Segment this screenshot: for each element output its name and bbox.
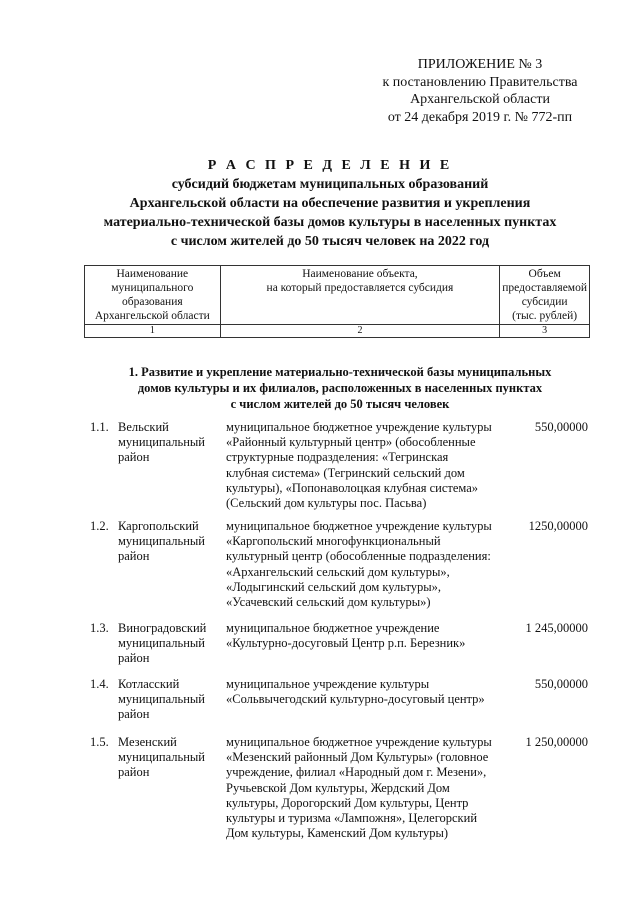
- description-line: Дом культуры, Каменский Дом культуры): [226, 826, 449, 841]
- column-number: 2: [220, 325, 500, 338]
- description-line: (Сельский дом культуры пос. Пасьва): [226, 496, 427, 511]
- description-line: «Культурно-досуговый Центр р.п. Березник»: [226, 636, 466, 651]
- description-line: муниципальное бюджетное учреждение культуры: [226, 519, 492, 533]
- entry-amount: 1 250,00000: [525, 735, 588, 749]
- description-line: культуры), «Попонаволоцкая клубная система»: [226, 480, 479, 495]
- entry-number: 1.2.: [90, 519, 109, 533]
- description-line: «Сольвычегодский культурно-досуговый центр»: [226, 692, 485, 707]
- description-line: культуры и туризма «Лампожня», Целегорский: [226, 811, 478, 826]
- header-text: (тыс. рублей): [512, 310, 578, 322]
- description-line: «Усачевский сельский дом культуры»): [226, 595, 431, 610]
- description-line: «Районный культурный центр» (обособленные: [226, 435, 476, 450]
- appendix-line: Архангельской области: [410, 92, 550, 107]
- description-line: культурный центр (обособленные подразделения:: [226, 549, 491, 564]
- municipality-line: муниципальный: [118, 636, 205, 651]
- header-text: субсидии: [521, 296, 568, 308]
- municipality-line: Котласский: [118, 677, 180, 691]
- section-title-line: домов культуры и их филиалов, расположенных в населенных пунктах: [137, 381, 543, 395]
- entry-municipality: [118, 677, 220, 723]
- description-line: муниципальное бюджетное учреждение культуры: [226, 735, 492, 749]
- heading-line: субсидий бюджетам муниципальных образований: [171, 177, 489, 192]
- description-line: «Мезенский районный Дом Культуры» (головное: [226, 750, 489, 765]
- municipality-line: муниципальный: [118, 692, 205, 707]
- municipality-line: район: [118, 651, 150, 666]
- column-header-amount: [500, 266, 590, 325]
- description-line: учреждение, филиал «Народный дом г. Мезени»,: [226, 765, 487, 780]
- description-line: клубная система» (Тегринский сельский дом: [226, 465, 465, 480]
- section-title-line: с числом жителей до 50 тысяч человек: [230, 397, 450, 411]
- entry-description: [226, 735, 508, 841]
- header-text: Объем: [528, 268, 561, 280]
- municipality-line: муниципальный: [118, 750, 205, 765]
- description-line: Ручьевской Дом культуры, Жердский Дом: [226, 780, 450, 795]
- entry-description: [226, 420, 508, 511]
- header-text: Архангельской области: [94, 310, 210, 322]
- entry-municipality: [118, 621, 220, 667]
- municipality-line: район: [118, 549, 150, 564]
- section-title-line: 1. Развитие и укрепление материально-технической базы муниципальных: [128, 365, 552, 379]
- document-heading: [60, 156, 600, 251]
- heading-line: материально-технической базы домов культуры в населенных пунктах: [103, 215, 557, 230]
- description-line: муниципальное бюджетное учреждение: [226, 621, 440, 635]
- header-text: Наименование объекта,: [302, 268, 418, 280]
- municipality-line: Вельский: [118, 420, 169, 434]
- column-header-table: [84, 265, 590, 338]
- entry-amount: 1 245,00000: [525, 621, 588, 635]
- entry-amount: 550,00000: [534, 677, 588, 691]
- entry-number: 1.5.: [90, 735, 109, 749]
- column-number: 1: [85, 325, 221, 338]
- description-line: структурные подразделения: «Тегринская: [226, 450, 449, 465]
- entry-municipality: [118, 519, 220, 565]
- description-line: культуры, Дорогорский Дом культуры, Центр: [226, 795, 469, 810]
- municipality-line: район: [118, 450, 150, 465]
- appendix-line: к постановлению Правительства: [382, 74, 578, 90]
- municipality-line: район: [118, 765, 150, 780]
- header-text: образования: [121, 296, 183, 308]
- column-header-object: [220, 266, 500, 325]
- description-line: муниципальное бюджетное учреждение культуры: [226, 420, 492, 434]
- entry-description: [226, 519, 508, 610]
- column-header-municipality: [85, 266, 221, 325]
- description-line: «Лодыгинский сельский дом культуры»,: [226, 579, 442, 594]
- header-text: на который предоставляется субсидия: [266, 282, 454, 294]
- entry-number: 1.4.: [90, 677, 109, 691]
- column-number: 3: [500, 325, 590, 338]
- header-text: предоставляемой: [502, 282, 587, 294]
- municipality-line: муниципальный: [118, 435, 205, 450]
- municipality-line: муниципальный: [118, 534, 205, 549]
- appendix-date: от 24 декабря 2019 г. № 772-пп: [387, 109, 573, 125]
- municipality-line: Мезенский: [118, 735, 177, 749]
- header-text: Наименование: [116, 268, 189, 280]
- entry-description: [226, 677, 508, 707]
- entry-municipality: [118, 735, 220, 781]
- municipality-line: Каргопольский: [118, 519, 199, 533]
- entry-amount: 1250,00000: [528, 519, 588, 533]
- heading-line: Архангельской области на обеспечение развития и укрепления: [129, 196, 531, 211]
- heading-line: с числом жителей до 50 тысяч человек на 2022 год: [170, 234, 490, 249]
- entry-number: 1.3.: [90, 621, 109, 635]
- appendix-block: [352, 56, 608, 126]
- description-line: «Каргопольский многофункциональный: [226, 534, 441, 549]
- description-line: муниципальное учреждение культуры: [226, 677, 430, 691]
- entry-description: [226, 621, 508, 651]
- description-line: «Архангельский сельский дом культуры»,: [226, 564, 450, 579]
- entry-municipality: [118, 420, 220, 466]
- section-title: [90, 364, 590, 412]
- header-text: муниципального: [111, 282, 194, 294]
- municipality-line: район: [118, 707, 150, 722]
- entry-amount: 550,00000: [534, 420, 588, 434]
- appendix-title: ПРИЛОЖЕНИЕ № 3: [417, 57, 543, 72]
- document-title: Р А С П Р Е Д Е Л Е Н И Е: [207, 158, 453, 173]
- entry-number: 1.1.: [90, 420, 109, 434]
- municipality-line: Виноградовский: [118, 621, 207, 635]
